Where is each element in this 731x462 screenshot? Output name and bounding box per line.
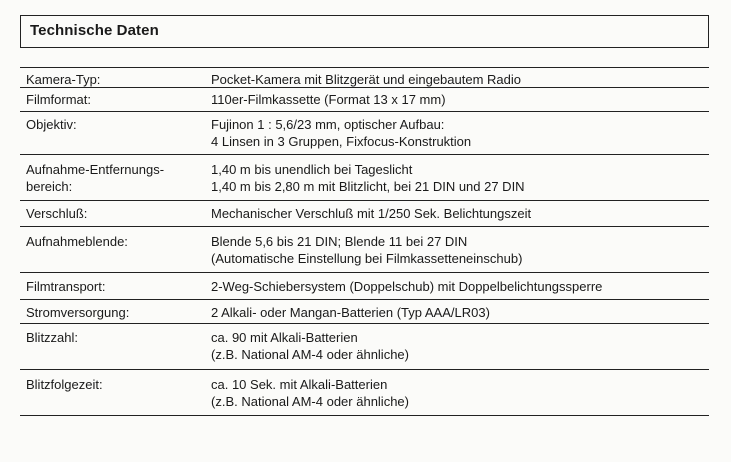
row-label: Filmformat:: [26, 92, 91, 107]
table-row: [20, 300, 709, 324]
row-value: 110er-Filmkassette (Format 13 x 17 mm): [211, 92, 446, 107]
title-box: [20, 15, 709, 48]
table-row: [20, 201, 709, 227]
row-label: Filmtransport:: [26, 279, 106, 294]
row-label: Blitzzahl:: [26, 330, 79, 345]
row-label: Aufnahme-Entfernungs- bereich:: [26, 162, 165, 194]
table-row: [20, 88, 709, 112]
row-label: Verschluß:: [26, 206, 88, 221]
table-row: [20, 68, 709, 88]
row-label: Objektiv:: [26, 117, 77, 132]
row-value: ca. 10 Sek. mit Alkali-Batterien (z.B. National AM-4 oder ähnliche): [211, 377, 409, 409]
table-row: [20, 112, 709, 155]
row-value: 2 Alkali- oder Mangan-Batterien (Typ AAA/LR03): [211, 305, 490, 320]
row-value: 1,40 m bis unendlich bei Tageslicht 1,40 m bis 2,80 m mit Blitzlicht, bei 21 DIN und 27 DIN: [211, 162, 525, 194]
row-label: Blitzfolgezeit:: [26, 377, 103, 392]
row-value: Blende 5,6 bis 21 DIN; Blende 11 bei 27 DIN (Automatische Einstellung bei Filmkassetteneinschub): [211, 234, 523, 266]
row-label: Aufnahmeblende:: [26, 234, 128, 249]
row-value: Fujinon 1 : 5,6/23 mm, optischer Aufbau: 4 Linsen in 3 Gruppen, Fixfocus-Konstruktion: [211, 117, 472, 149]
table-row: [20, 273, 709, 300]
table-row: [20, 155, 709, 201]
spec-table: [20, 67, 709, 416]
row-label: Stromversorgung:: [26, 305, 130, 320]
row-value: 2-Weg-Schiebersystem (Doppelschub) mit Doppelbelichtungssperre: [211, 279, 603, 294]
page-title: Technische Daten: [30, 22, 159, 39]
row-value: ca. 90 mit Alkali-Batterien (z.B. National AM-4 oder ähnliche): [211, 330, 409, 362]
row-value: Pocket-Kamera mit Blitzgerät und eingebautem Radio: [211, 72, 521, 87]
row-label: Kamera-Typ:: [26, 72, 101, 87]
row-value: Mechanischer Verschluß mit 1/250 Sek. Belichtungszeit: [211, 206, 532, 221]
table-row: [20, 227, 709, 273]
table-row: [20, 324, 709, 370]
table-row: [20, 370, 709, 416]
